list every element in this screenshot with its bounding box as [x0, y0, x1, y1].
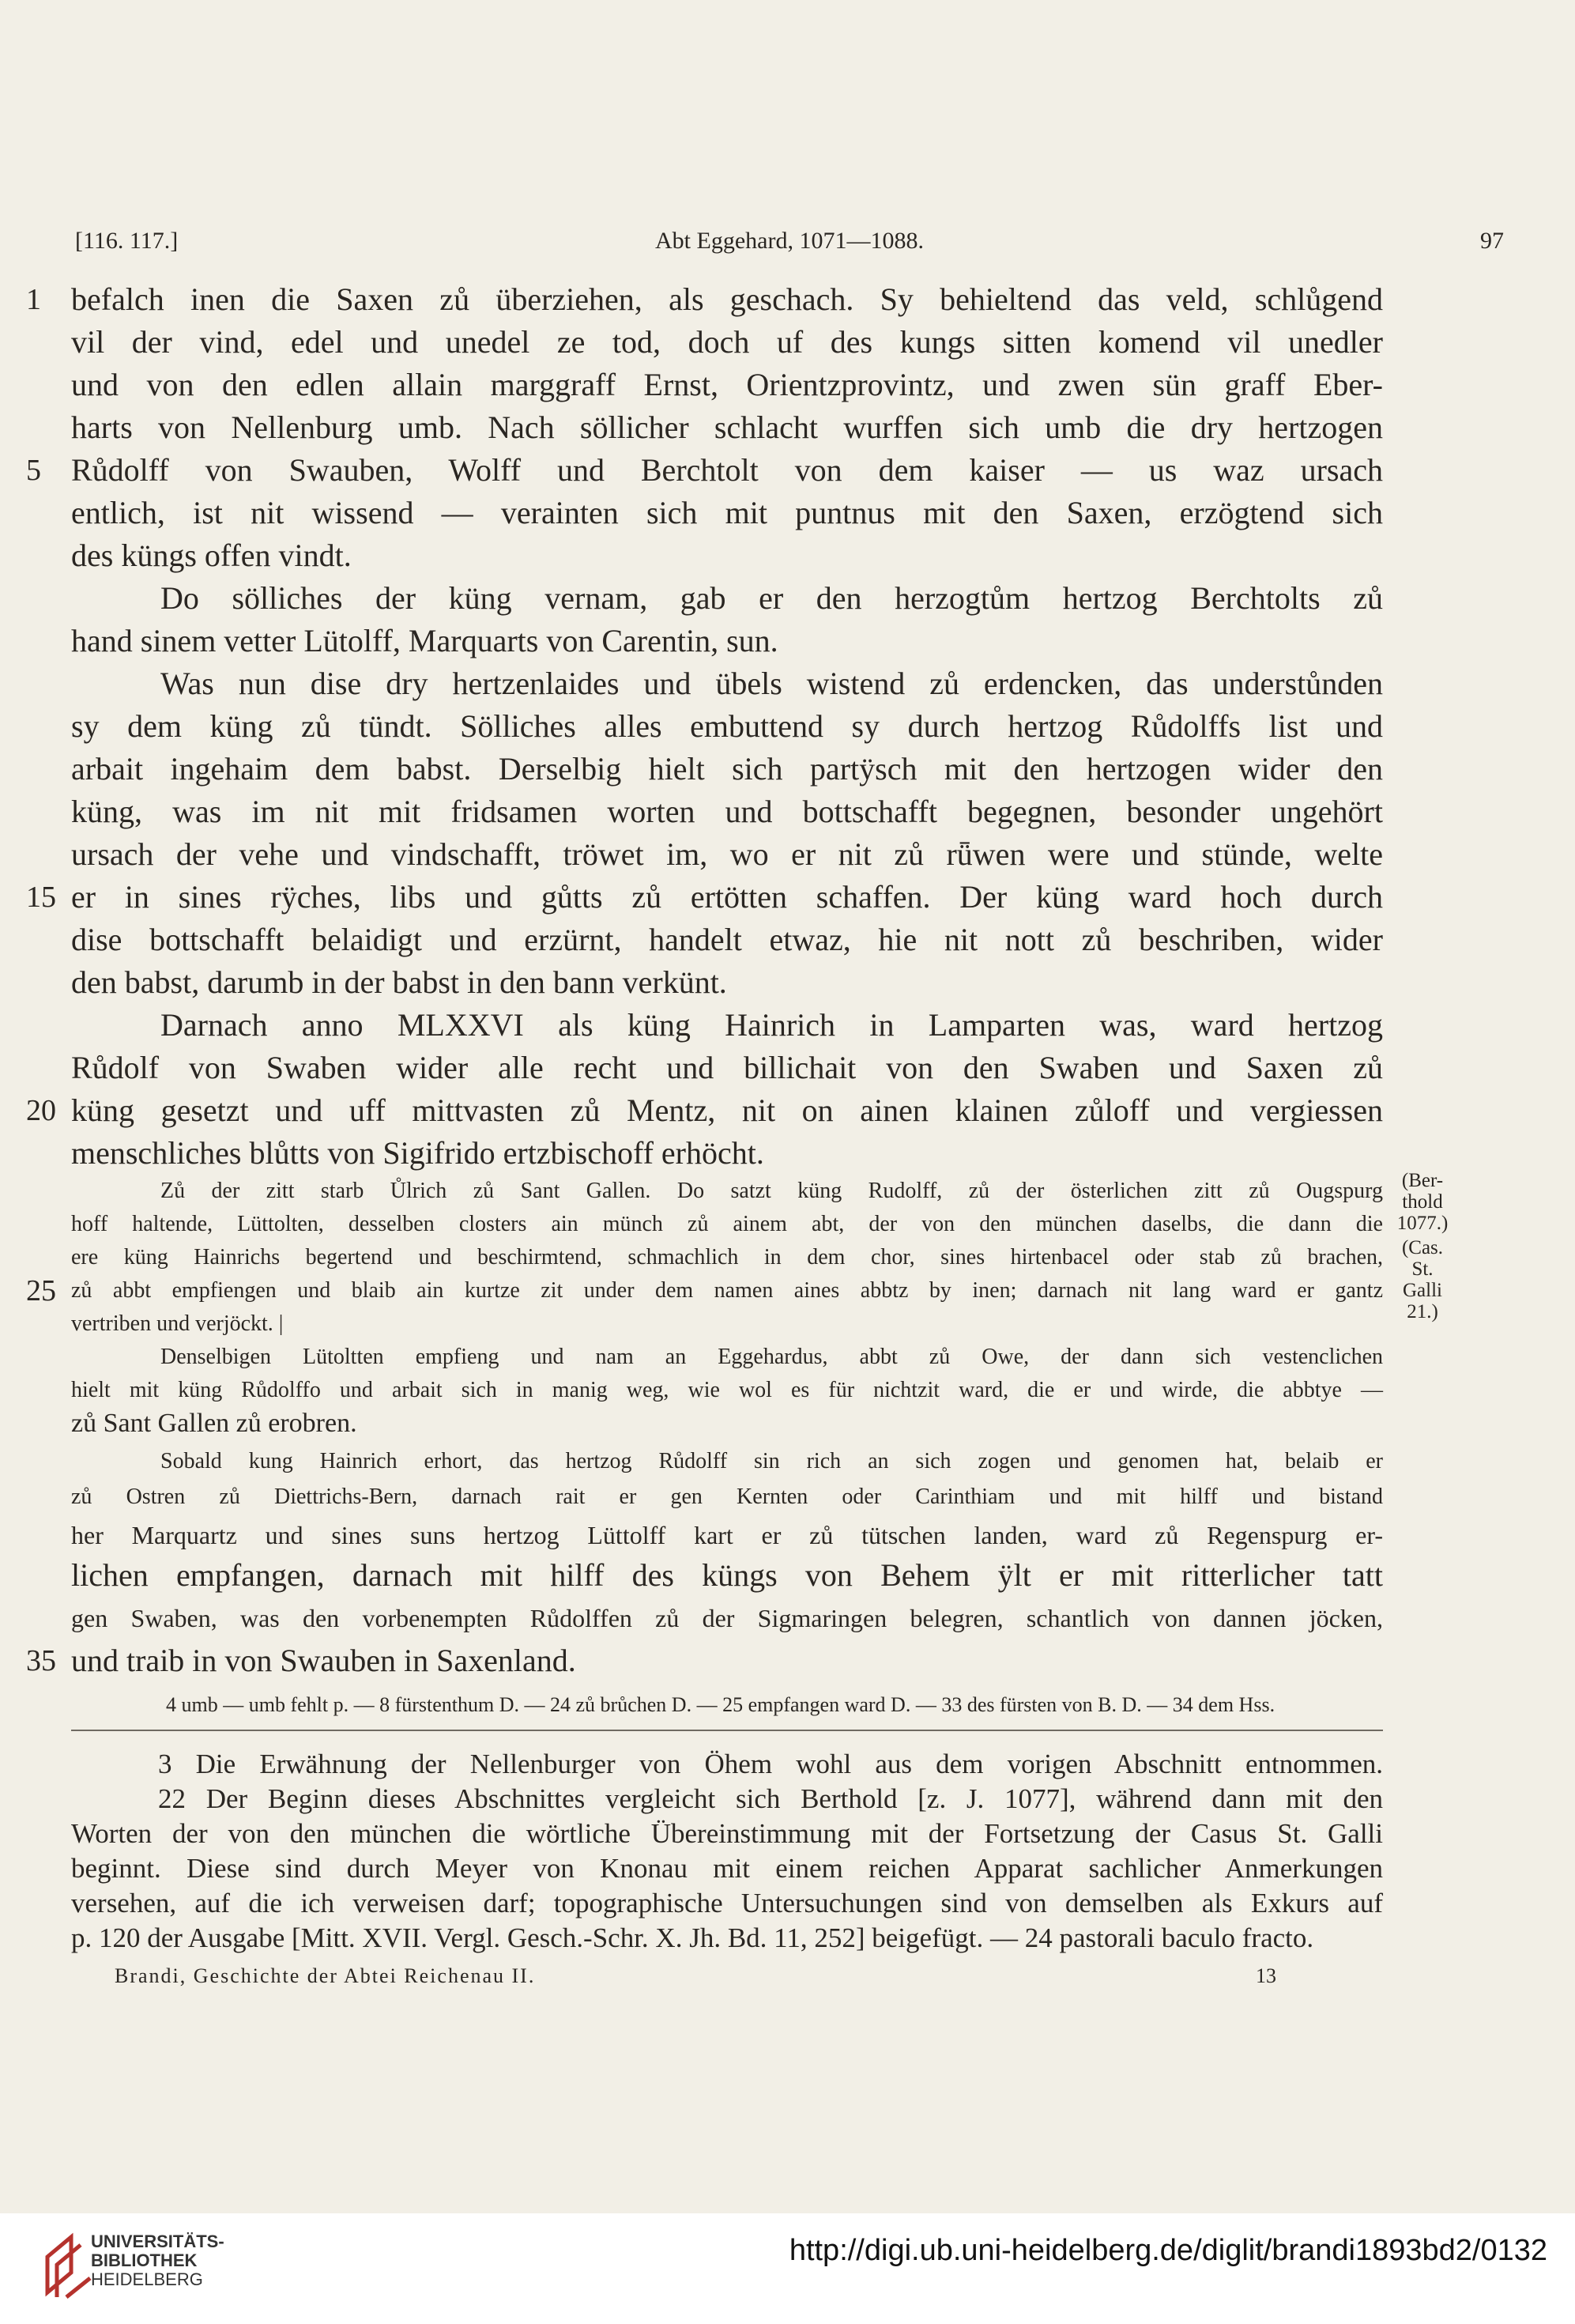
small-text-line: Sobald kung Hainrich erhort, das hertzog Růdolff sin rich an sich zogen und genomen hat, belaib er	[160, 1449, 1383, 1473]
text-line: hand sinem vetter Lütolff, Marquarts von Carentin, sun.	[71, 623, 778, 658]
small-text-line: zů Sant Gallen zů erobren.	[71, 1409, 357, 1438]
footnotes	[71, 1747, 1383, 1956]
line-number: 1	[26, 283, 41, 316]
small-text-line: vertriben und verjöckt. |	[71, 1311, 284, 1336]
digitization-footer	[0, 2213, 1575, 2324]
footnote-line: 22 Der Beginn dieses Abschnittes vergleicht sich Berthold [z. J. 1077], während dann mit den	[158, 1783, 1383, 1814]
footnote-line: Worten der von den münchen die wörtliche Übereinstimmung mit der Fortsetzung der Casus St. Galli	[71, 1818, 1383, 1849]
small-text-line: hoff haltende, Lüttolten, desselben closters ain münch zů ainem abt, der von den münchen daselbs, die dann die	[71, 1212, 1383, 1236]
small-text-line: Zů der zitt starb Ůlrich zů Sant Gallen. Do satzt küng Rudolff, zů der österlichen zitt zů Ougspurg	[160, 1179, 1383, 1203]
text-line: Růdolf von Swaben wider alle recht und billichait von den Swaben und Saxen zů	[71, 1050, 1383, 1085]
small-text-line: Denselbigen Lütoltten empfieng und nam an Eggehardus, abbt zů Owe, der dann sich vestenclichen	[160, 1345, 1383, 1369]
text-line: 20 küng gesetzt und uff mittvasten zů Mentz, nit on ainen klainen zůloff und vergiessen	[71, 1089, 1383, 1132]
running-title: Abt Eggehard, 1071—1088.	[655, 228, 924, 254]
critical-apparatus: 4 umb — umb fehlt p. — 8 fürstenthum D. — 24 zů brůchen D. — 25 empfangen ward D. — 33 des fürsten von B. D. — 34 dem Hss.	[166, 1693, 1275, 1716]
main-text	[26, 278, 1383, 1682]
line-number: 15	[26, 881, 56, 914]
small-text-line: hielt mit küng Růdolffo und arbait sich in manig weg, wie wol es für nichtzit ward, die er und wirde, die abbtye —	[71, 1378, 1383, 1402]
footnote-rule	[71, 1730, 1383, 1731]
small-text-line: ere küng Hainrichs begertend und beschirmtend, schmachlich in dem chor, sines hirtenbacel oder stab zů brachen,	[71, 1245, 1383, 1270]
footnote-line: p. 120 der Ausgabe [Mitt. XVII. Vergl. Gesch.-Schr. X. Jh. Bd. 11, 252] beigefügt. — 24 pastorali baculo fracto.	[71, 1922, 1314, 1953]
margin-note-casus: (Cas. St. Galli 21.)	[1401, 1237, 1444, 1322]
text-line: entlich, ist nit wissend — verainten sich mit puntnus mit den Saxen, erzögtend sich	[71, 495, 1383, 530]
footnote-line: 3 Die Erwähnung der Nellenburger von Öhem wohl aus dem vorigen Abschnitt entnommen.	[158, 1749, 1383, 1779]
text-line: den babst, darumb in der babst in den bann verkünt.	[71, 964, 727, 1000]
text-line: sy dem küng zů tündt. Sölliches alles embuttend sy durch hertzog Růdolffs list und	[71, 708, 1383, 744]
page-reference: [116. 117.]	[75, 228, 179, 254]
text-line: und von den edlen allain marggraff Ernst, Orientzprovintz, und zwen sün graff Eber-	[71, 367, 1383, 402]
text-line: lichen empfangen, darnach mit hilff des küngs von Behem ÿlt er mit ritterlicher tatt	[71, 1557, 1383, 1593]
text-line: arbait ingehaim dem babst. Derselbig hielt sich partÿsch mit den hertzogen wider den	[71, 751, 1383, 787]
signature-number: 13	[1256, 1964, 1276, 1987]
running-head	[75, 228, 1504, 259]
line-number: 25	[26, 1274, 56, 1307]
text-line: Do sölliches der küng vernam, gab er den herzogtům hertzog Berchtolts zů	[160, 580, 1383, 616]
text-line: 35 und traib in von Swauben in Saxenland.	[71, 1639, 1383, 1682]
text-line: vil der vind, edel und unedel ze tod, doch uf des kungs sitten komend vil unedler	[71, 324, 1383, 360]
line-number: 20	[26, 1094, 56, 1127]
footnote-line: beginnt. Diese sind durch Meyer von Knonau mit einem reichen Apparat sachlicher Anmerkungen	[71, 1853, 1383, 1884]
mixed-text-line: her Marquartz und sines suns hertzog Lüttolff kart er zů tütschen landen, ward zů Regenspurg er-	[71, 1521, 1383, 1549]
library-name: UNIVERSITÄTS- BIBLIOTHEK HEIDELBERG	[91, 2232, 224, 2289]
margin-note-berthold: (Ber-thold 1077.)	[1396, 1170, 1449, 1234]
text-line: Darnach anno MLXXVI als küng Hainrich in Lamparten was, ward hertzog	[160, 1007, 1383, 1043]
text-line: Was nun dise dry hertzenlaides und übels wistend zů erdencken, das understůnden	[160, 666, 1383, 701]
small-text-line: 25 zů abbt empfiengen und blaib ain kurtze zit under dem namen aines abbtz by inen; darnach nit lang ward er gantz	[26, 1274, 1383, 1307]
text-line: 1 befalch inen die Saxen zů überziehen, als geschach. Sy behieltend das veld, schlůgend	[71, 278, 1383, 321]
mixed-text-line: gen Swaben, was den vorbenempten Růdolffen zů der Sigmaringen belegren, schantlich von dannen jöcken,	[71, 1604, 1383, 1632]
text-line: menschliches blůtts von Sigifrido ertzbischoff erhöcht.	[71, 1135, 764, 1171]
text-line: 5 Růdolff von Swauben, Wolff und Berchtolt von dem kaiser — us waz ursach	[71, 449, 1383, 492]
text-line: dise bottschafft belaidigt und erzürnt, handelt etwaz, hie nit nott zů beschriben, wider	[71, 922, 1383, 957]
text-line: harts von Nellenburg umb. Nach söllicher schlacht wurffen sich umb die dry hertzogen	[71, 409, 1383, 445]
line-number: 5	[26, 454, 41, 487]
text-line: küng, was im nit mit fridsamen worten und bottschafft begegnen, besonder ungehört	[71, 794, 1383, 829]
page-number: 97	[1480, 228, 1504, 254]
small-text-line: zů Ostren zů Diettrichs-Bern, darnach rait er gen Kernten oder Carinthiam und mit hilff und bistand	[71, 1485, 1383, 1509]
text-line: 15 er in sines rÿches, libs und gůtts zů ertötten schaffen. Der küng ward hoch durch	[71, 876, 1383, 919]
text-line: ursach der vehe und vindschafft, tröwet im, wo er nit zů rǖwen were und stünde, welte	[71, 836, 1383, 872]
line-number: 35	[26, 1644, 56, 1677]
footnote-line: versehen, auf die ich verweisen darf; topographische Untersuchungen sind von demselben als Exkurs auf	[71, 1888, 1383, 1918]
permalink-url[interactable]: http://digi.ub.uni-heidelberg.de/diglit/brandi1893bd2/0132	[789, 2234, 1547, 2267]
text-line: des küngs offen vindt.	[71, 538, 352, 573]
signature-title: Brandi, Geschichte der Abtei Reichenau II.	[115, 1964, 536, 1987]
